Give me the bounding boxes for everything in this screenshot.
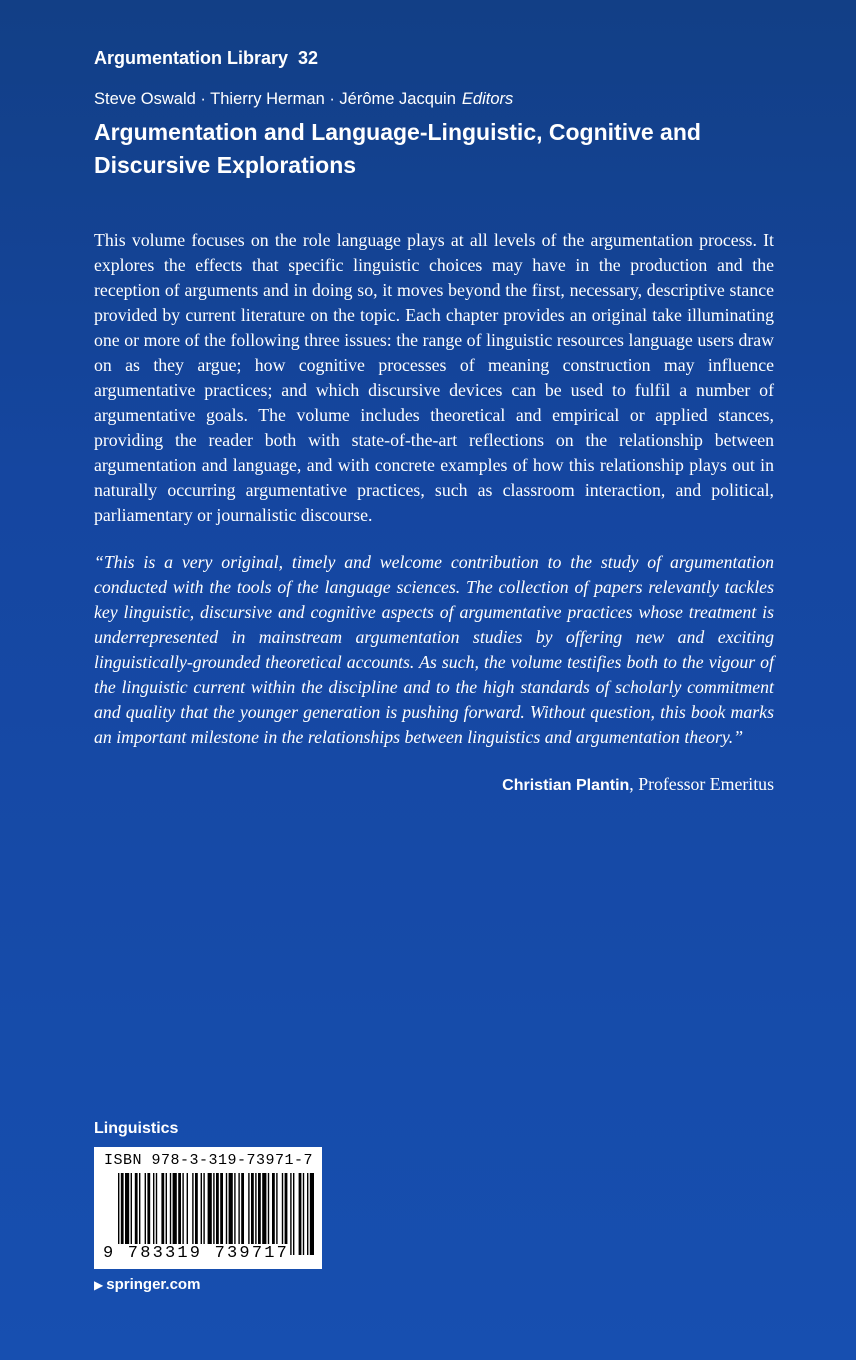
publisher-url: springer.com bbox=[106, 1276, 201, 1293]
barcode-bar bbox=[203, 1173, 204, 1255]
series-heading bbox=[94, 48, 318, 69]
barcode-bar bbox=[216, 1173, 219, 1255]
barcode-bar bbox=[118, 1173, 119, 1255]
barcode-bar bbox=[125, 1173, 129, 1255]
endorsement-quote: “This is a very original, timely and welcome contribution to the study of argumentation conducted with the tools of the language sciences. The collection of papers relevantly tackles key linguistic, discursive and cognitive aspects of argumentative practices whose treatment is underrepresented in mainstream argumentation studies by offering new and exciting linguistically-grounded theoretical accounts. As such, the volume testifies both to the vigour of the linguistic current within the discipline and to the high standards of scholarly commitment and quality that the younger generation is pushing forward. Without question, this book marks an important milestone in the relationships between linguistics and argumentation theory.” bbox=[94, 552, 774, 747]
barcode-bar bbox=[170, 1173, 171, 1255]
barcode-digits bbox=[102, 1244, 316, 1263]
barcode-bar bbox=[303, 1173, 304, 1255]
barcode-bar bbox=[293, 1173, 294, 1255]
barcode-bar bbox=[255, 1173, 256, 1255]
barcode-bar bbox=[241, 1173, 244, 1255]
barcode-bar bbox=[178, 1173, 181, 1255]
barcode-bar bbox=[131, 1173, 132, 1255]
barcode-bar bbox=[192, 1173, 193, 1255]
barcode-bar bbox=[213, 1173, 214, 1255]
barcode-bar bbox=[147, 1173, 150, 1255]
barcode-bar bbox=[153, 1173, 154, 1255]
barcode-bar bbox=[229, 1173, 233, 1255]
barcode-bar bbox=[173, 1173, 177, 1255]
barcode-bar bbox=[234, 1173, 235, 1255]
barcode-bar bbox=[258, 1173, 261, 1255]
publisher-link[interactable] bbox=[94, 1276, 200, 1293]
barcode-bar bbox=[161, 1173, 164, 1255]
barcode-bar bbox=[121, 1173, 124, 1255]
barcode-bar bbox=[195, 1173, 198, 1255]
quote-author: Christian Plantin bbox=[502, 777, 630, 794]
barcode-bar bbox=[201, 1173, 202, 1255]
editors-line bbox=[94, 90, 513, 109]
barcode-bar bbox=[208, 1173, 212, 1255]
barcode-bar bbox=[166, 1173, 167, 1255]
barcode-bar bbox=[272, 1173, 275, 1255]
barcode-bar bbox=[156, 1173, 157, 1255]
barcode-bar bbox=[262, 1173, 266, 1255]
book-description: This volume focuses on the role language plays at all levels of the argumentation process. It explores the effects that specific linguistic choices may have in the production and the reception of arguments and in doing so, it moves beyond the first, necessary, descriptive stance provided by current literature on the topic. Each chapter provides an original take illuminating one or more of the following three issues: the range of linguistic resources language users draw on as they argue; how cognitive processes of meaning construction may influence argumentative practices; and which discursive devices can be used to fulfil a number of argumentative goals. The volume includes theoretical and empirical or applied stances, providing the reader both with state-of-the-art reflections on the relationship between argumentation and language, and with concrete examples of how this relationship plays out in naturally occurring argumentative practices, such as classroom interaction, and political, parliamentary or journalistic discourse. bbox=[94, 230, 774, 525]
barcode-bar bbox=[310, 1173, 314, 1255]
barcode-bar bbox=[299, 1173, 302, 1255]
barcode-bars bbox=[118, 1173, 314, 1255]
barcode-bar bbox=[226, 1173, 227, 1255]
book-title: Argumentation and Language-Linguistic, Cognitive and Discursive Explorations bbox=[94, 119, 701, 178]
barcode-bar bbox=[139, 1173, 140, 1255]
quote-author-title: , Professor Emeritus bbox=[629, 774, 774, 794]
triangle-right-icon: ▶ bbox=[94, 1278, 104, 1292]
barcode-bar bbox=[187, 1173, 188, 1255]
isbn-barcode bbox=[94, 1147, 322, 1269]
barcode-bar bbox=[290, 1173, 291, 1255]
barcode-bar bbox=[276, 1173, 277, 1255]
barcode-bar bbox=[135, 1173, 138, 1255]
quote-attribution bbox=[94, 774, 774, 795]
barcode-bar bbox=[268, 1173, 269, 1255]
barcode-digits-text: 9 783319 739717 bbox=[103, 1244, 290, 1263]
barcode-bar bbox=[238, 1173, 239, 1255]
barcode-bar bbox=[220, 1173, 223, 1255]
barcode-bar bbox=[282, 1173, 283, 1255]
barcode-bar bbox=[285, 1173, 288, 1255]
series-number: 32 bbox=[298, 48, 319, 68]
editors-role: Editors bbox=[461, 90, 514, 108]
subject-category: Linguistics bbox=[94, 1120, 179, 1137]
isbn-label: ISBN 978-3-319-73971-7 bbox=[104, 1152, 314, 1169]
barcode-bar bbox=[248, 1173, 249, 1255]
series-name: Argumentation Library bbox=[94, 48, 289, 68]
editor-names: Steve Oswald · Thierry Herman · Jérôme Jacquin bbox=[94, 90, 456, 108]
barcode-bar bbox=[307, 1173, 308, 1255]
barcode-bar bbox=[251, 1173, 254, 1255]
barcode-bar bbox=[145, 1173, 146, 1255]
barcode-bar bbox=[182, 1173, 183, 1255]
